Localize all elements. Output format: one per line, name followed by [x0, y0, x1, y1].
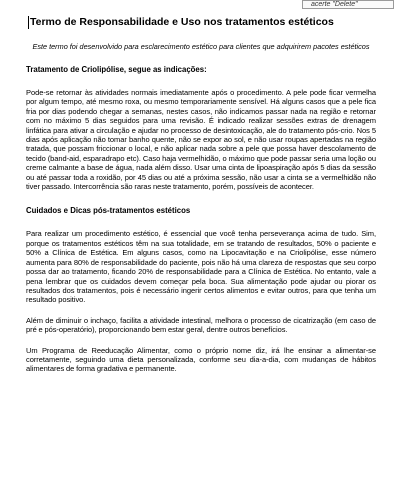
document-title[interactable]: Termo de Responsabilidade e Uso nos tratamentos estéticos [28, 16, 376, 29]
top-toolbar [0, 0, 400, 10]
paragraph-cuidados-1[interactable]: Para realizar um procedimento estético, é essencial que você tenha perseverança acima de tudo. Sim, porque os tratamentos estéticos têm na sua totalidade, em se tratando de resultados, 50% o paciente e 50% a Clínica de Estética. Em alguns casos, como na Lipocavitação e na Criolipólise, esse número aumenta para 80% de responsabilidade do paciente, pois não há uma clareza de respostas que seu corpo possa dar ao tratamento, ficando 20% de responsabilidade para a Clínica de Estética. No entanto, vale a pena lembrar que os cuidados devem começar pela boca. Sua alimentação pode ajudar ou piorar os resultados dos tratamentos, pois é necessário ingerir certos alimentos e evitar outros, para que tenha um resultado positivo. [26, 229, 376, 305]
section-heading-cuidados[interactable]: Cuidados e Dicas pós-tratamentos estéticos [26, 206, 191, 216]
document-page [26, 16, 376, 374]
delete-hint-tooltip: acerte "Delete" [302, 0, 394, 9]
paragraph-cuidados-2[interactable]: Além de diminuir o inchaço, facilita a atividade intestinal, melhora o processo de cicatrização (em caso de pré e pós-operatório), proporcionando bem estar geral, dentre outros benefícios. [26, 315, 376, 335]
paragraph-cuidados-3[interactable]: Um Programa de Reeducação Alimentar, como o próprio nome diz, irá lhe ensinar a alimentar-se corretamente, seguindo uma dieta personalizada, conforme seu dia-a-dia, com mudanças de hábitos alimentares de forma gradativa e permanente. [26, 345, 376, 374]
document-subtitle[interactable]: Este termo foi desenvolvido para esclarecimento estético para clientes que adquirirem pacotes estéticos [32, 42, 370, 51]
paragraph-criolipolise[interactable]: Pode-se retornar às atividades normais imediatamente após o procedimento. A pele pode ficar vermelha por algum tempo, até mesmo roxa, ou mesmo temporariamente sensível. Há alguns casos que a pele fica fria por dias podendo chegar a semanas, nestes casos, não indicamos passar nada na região e retornar com no máximo 5 dias seguidos para uma revisão. É indicado realizar sessões extras de drenagem linfática para ativar a circulação e ajudar no processo de desintoxicação, ale do tratamento pós-crio. Nos 5 dias após aplicação não tomar banho quente, não se expor ao sol, e não usar roupas apertadas na região tratada, que possam friccionar o local, e não aplicar nada sobre a pele que possa haver descolamento de tecido (band-aid, esparadrapo etc). Caso haja vermelhidão, o máximo que pode passar seria uma loção ou creme calmante a base de água, nada além disso. Usar uma cinta de lipoaspiração após 5 dias da sessão ou até passar toda a roxidão, por 45 dias ou até a próxima sessão, não usar a cinta se a vermelhidão não tiver passado. Intercorrência são raras neste tratamento, porém, possíveis de acontecer. [26, 88, 376, 192]
section-heading-criolipolise[interactable]: Tratamento de Criolipólise, segue as indicações: [26, 65, 207, 74]
